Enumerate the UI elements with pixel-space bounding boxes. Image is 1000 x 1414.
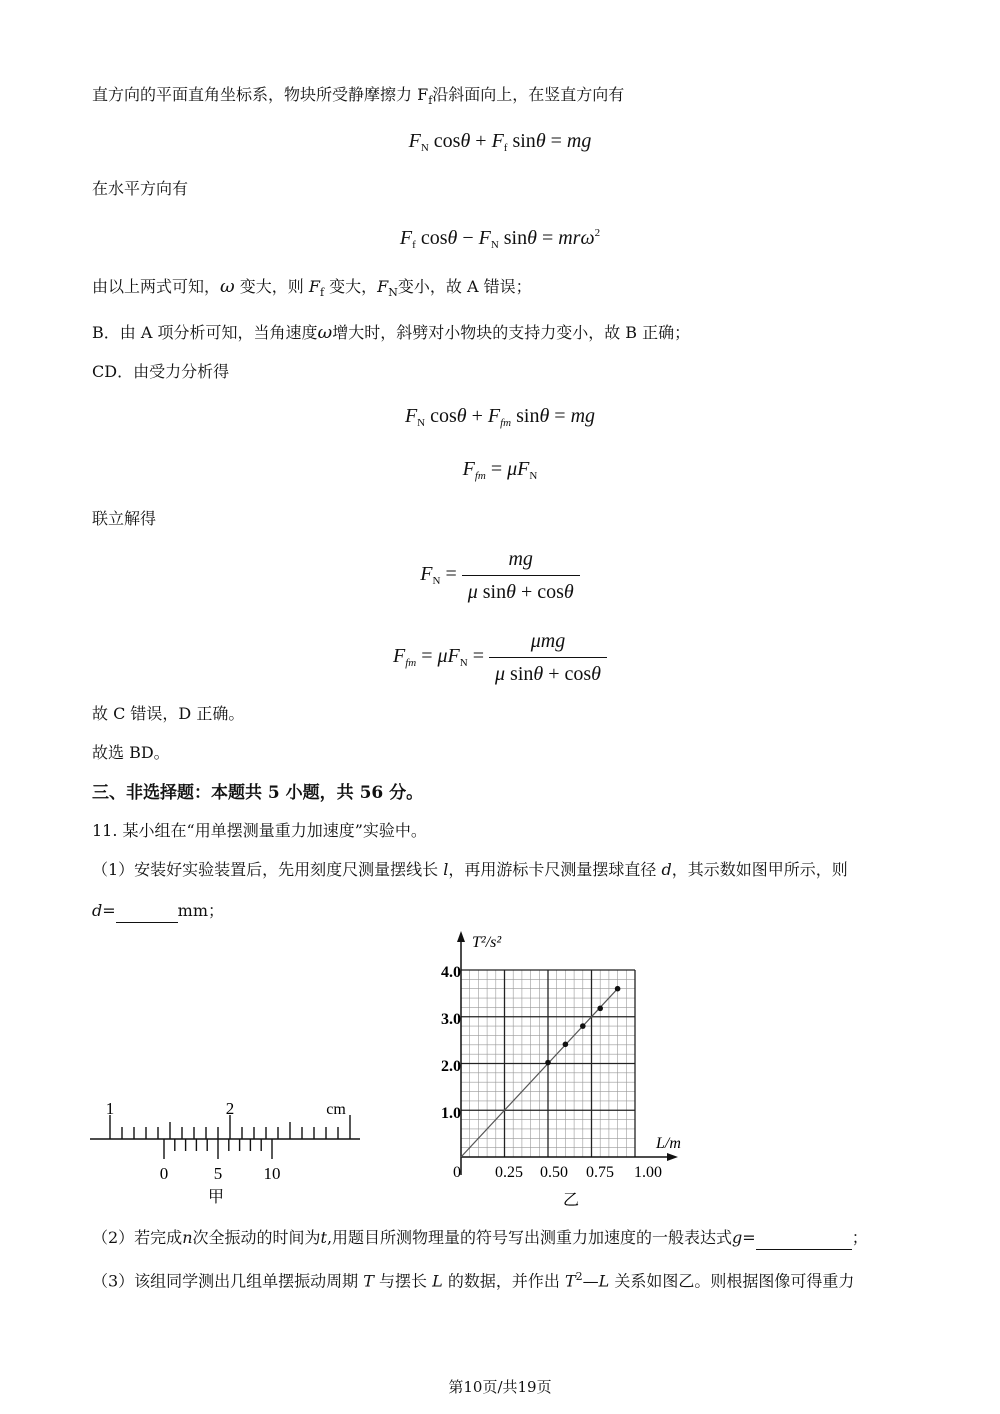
chart-x-tick-075: 0.75 [586, 1164, 614, 1181]
caliper-vernier-label-0: 0 [159, 1164, 169, 1183]
chart-y-tick-1: 1.0 [441, 1105, 461, 1122]
equation-horizontal-centripetal: $F_f$ $\cos\theta - F_N$ sinθ = mrω$^2$ [399, 227, 601, 251]
chart-y-tick-2: 2.0 [441, 1058, 461, 1075]
question-11-part2: （2）若完成n次全振动的时间为t,用题目所测物理量的符号写出测重力加速度的一般表达式g= ； [92, 1227, 868, 1250]
x-axis-arrow-icon [667, 1153, 678, 1161]
chart-x-tick-025: 0.25 [495, 1164, 523, 1181]
caliper-main-scale-ticks [110, 1115, 350, 1139]
question-11-part1-answer-line: d= mm； [92, 900, 224, 923]
caliper-vernier-label-10: 10 [263, 1164, 281, 1183]
chart-caption: 乙 [562, 1192, 580, 1209]
y-axis-arrow-icon [457, 931, 465, 942]
chart-x-tick-050: 0.50 [540, 1164, 568, 1181]
equation-max-friction-solution: $F_{fm} = \mu F_N$ = $\frac{\text{μmg}}{\text{μ sinθ + cosθ}}$ [0, 628, 1000, 687]
chart-data-point [615, 986, 621, 992]
chart-data-point [563, 1042, 569, 1048]
para-friction-direction: 直方向的平面直角坐标系，物块所受静摩擦力 $F_f$沿斜面向上，在竖直方向有 [92, 85, 625, 108]
chart-data-point [597, 1006, 603, 1012]
chart-y-axis-label: T²/s² [472, 934, 502, 951]
caliper-unit: cm [326, 1101, 346, 1118]
para-conclusion-a: 由以上两式可知，ω 变大，则 $F_f$ 变大，$F_N$变小，故 A 错误； [92, 276, 532, 300]
caliper-main-label-2: 2 [225, 1099, 235, 1118]
chart-y-tick-3: 3.0 [441, 1011, 461, 1028]
caliper-vernier-scale-ticks [164, 1139, 272, 1159]
chart-x-axis-label: L/m [656, 1135, 681, 1152]
caliper-main-label-1: 1 [105, 1099, 115, 1118]
para-option-cd: CD．由受力分析得 [92, 362, 230, 381]
t2-l-chart [440, 925, 680, 1215]
question-11-part1: （1）安装好实验装置后，先用刻度尺测量摆线长 l，再用游标卡尺测量摆球直径 d，其示数如图甲所示，则 [92, 860, 848, 879]
caliper-caption: 甲 [207, 1189, 225, 1206]
caliper-vernier-label-5: 5 [213, 1164, 223, 1183]
answer-blank-d[interactable] [116, 900, 178, 923]
para-c-wrong-d-right: 故 C 错误，D 正确。 [92, 704, 245, 723]
para-option-b: B．由 A 项分析可知，当角速度ω增大时，斜劈对小物块的支持力变小，故 B 正确； [92, 322, 691, 343]
question-11-stem: 11. 某小组在“用单摆测量重力加速度”实验中。 [92, 821, 427, 840]
equation-max-friction-balance: $F_N$ $\cos\theta + F_{fm}$ sinθ = mg [404, 405, 596, 429]
page-footer: 第10页/共19页 [448, 1378, 552, 1396]
section-heading: 三、非选择题：本题共 5 小题，共 56 分。 [92, 783, 424, 803]
para-solve: 联立解得 [92, 509, 157, 528]
question-11-part3: （3）该组同学测出几组单摆振动周期 T 与摆长 L 的数据，并作出 $T^2—L$ 关系如图乙。则根据图像可得重力 [92, 1270, 855, 1291]
chart-x-tick-100: 1.00 [634, 1164, 662, 1181]
chart-data-point [580, 1023, 586, 1029]
equation-max-friction: $F_{fm} = \mu F_N$ [462, 458, 538, 482]
chart-y-tick-4: 4.0 [441, 964, 461, 981]
equation-vertical-balance: $F_N$ $\cos\theta + F_f$ sinθ = mg [408, 130, 592, 154]
chart-origin-label: 0 [453, 1164, 461, 1181]
answer-blank-g[interactable] [756, 1227, 852, 1250]
para-answer: 故选 BD。 [92, 743, 170, 762]
vernier-caliper-figure [88, 1090, 368, 1210]
chart-data-point [545, 1060, 551, 1066]
para-horizontal: 在水平方向有 [92, 179, 189, 198]
equation-normal-force-solution: $F_N$ = $\frac{mg}{\text{μ sinθ + cosθ}}$ [0, 546, 1000, 605]
